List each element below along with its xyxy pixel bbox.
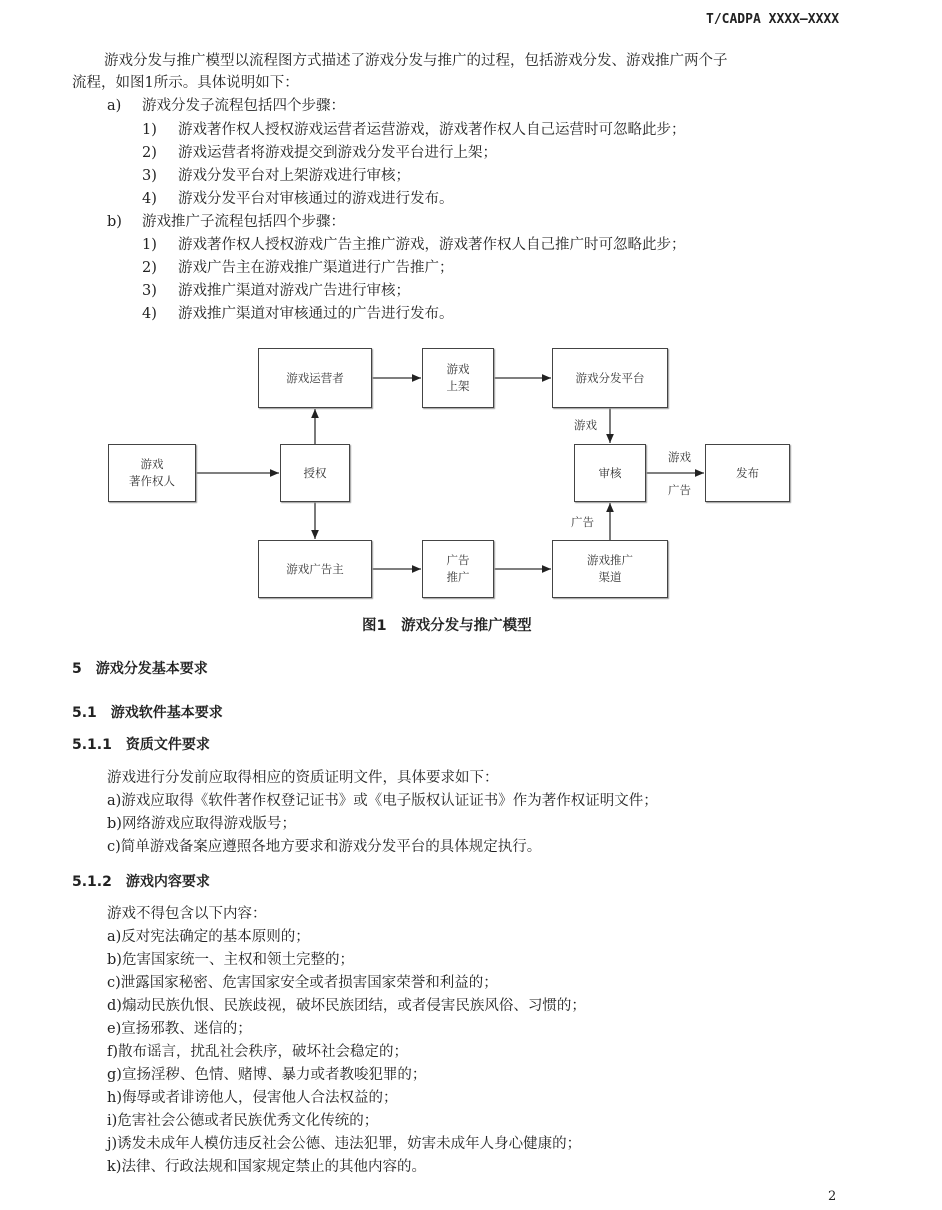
step-text: 游戏著作权人授权游戏运营者运营游戏，游戏著作权人自己运营时可忽略此步； (178, 122, 686, 138)
step-text: 游戏推广渠道对游戏广告进行审核； (178, 283, 410, 299)
node-label: 审核 (598, 465, 622, 480)
paragraph-line: j)诱发未成年人模仿违反社会公德、违法犯罪，妨害未成年人身心健康的； (107, 1136, 582, 1152)
paragraph-line: f)散布谣言，扰乱社会秩序，破坏社会稳定的； (107, 1044, 409, 1060)
paragraph-line: 游戏不得包含以下内容： (107, 906, 267, 922)
step-number: 1) (142, 122, 157, 138)
step-number: 4) (142, 191, 157, 207)
step-number: 2) (142, 260, 157, 276)
figure-caption: 图1 游戏分发与推广模型 (362, 618, 532, 634)
step-number: 3) (142, 283, 157, 299)
node-advertiser (258, 540, 372, 598)
step-text: 游戏著作权人授权游戏广告主推广游戏，游戏著作权人自己推广时可忽略此步； (178, 237, 686, 253)
page-number: 2 (828, 1189, 837, 1204)
edge-label: 游戏 (574, 418, 597, 432)
paragraph-line: e)宣扬邪教、迷信的； (107, 1021, 252, 1037)
doc-code: T/CADPA XXXX—XXXX (706, 12, 840, 27)
intro-line: 游戏分发与推广模型以流程图方式描述了游戏分发与推广的过程，包括游戏分发、游戏推广两个子 (104, 53, 728, 69)
node-review (574, 444, 646, 502)
node-operator (258, 348, 372, 408)
edge-label: 游戏 (668, 450, 691, 464)
step-number: 3) (142, 168, 157, 184)
node-label: 游戏运营者 (286, 370, 344, 385)
node-label: 游戏 (446, 362, 470, 376)
section-heading: 5.1 游戏软件基本要求 (72, 705, 223, 721)
node-label: 广告 (446, 553, 470, 567)
step-text: 游戏运营者将游戏提交到游戏分发平台进行上架； (178, 145, 497, 161)
paragraph-line: g)宣扬淫秽、色情、赌博、暴力或者教唆犯罪的； (107, 1067, 427, 1083)
node-authorize (280, 444, 350, 502)
node-label: 推广 (446, 570, 470, 584)
node-label: 授权 (303, 465, 327, 480)
step-text: 游戏推广渠道对审核通过的广告进行发布。 (178, 306, 454, 322)
section-heading: 5.1.2 游戏内容要求 (72, 874, 210, 890)
step-text: 游戏广告主在游戏推广渠道进行广告推广； (178, 260, 454, 276)
step-text: 游戏分发平台对审核通过的游戏进行发布。 (178, 191, 454, 207)
list-item: 游戏分发子流程包括四个步骤： (142, 98, 345, 114)
node-label: 上架 (446, 379, 470, 393)
node-label: 游戏 (140, 457, 164, 471)
list-item: 游戏推广子流程包括四个步骤： (142, 214, 345, 230)
paragraph-line: a)反对宪法确定的基本原则的； (107, 929, 310, 945)
step-number: 2) (142, 145, 157, 161)
step-number: 1) (142, 237, 157, 253)
edge-label: 广告 (571, 515, 594, 529)
section-heading: 5 游戏分发基本要求 (72, 661, 208, 677)
paragraph-line: d)煽动民族仇恨、民族歧视，破坏民族团结，或者侵害民族风俗、习惯的； (107, 998, 586, 1014)
edge-label: 广告 (668, 483, 691, 497)
list-label: b) (107, 214, 122, 230)
paragraph-line: k)法律、行政法规和国家规定禁止的其他内容的。 (107, 1159, 426, 1175)
node-label: 发布 (736, 465, 759, 480)
node-publish (705, 444, 790, 502)
node-label: 游戏分发平台 (575, 370, 645, 385)
paragraph-line: i)危害社会公德或者民族优秀文化传统的； (107, 1113, 379, 1129)
node-label: 游戏广告主 (286, 561, 344, 576)
node-platform (552, 348, 668, 408)
node-label: 渠道 (598, 570, 622, 584)
node-label: 游戏推广 (587, 553, 633, 567)
node-listing (422, 348, 494, 408)
section-heading: 5.1.1 资质文件要求 (72, 737, 210, 753)
paragraph-line: 游戏进行分发前应取得相应的资质证明文件，具体要求如下： (107, 770, 499, 786)
paragraph-line: a)游戏应取得《软件著作权登记证书》或《电子版权认证证书》作为著作权证明文件； (107, 793, 658, 809)
paragraph-line: b)网络游戏应取得游戏版号； (107, 816, 296, 832)
node-copyright-owner (108, 444, 196, 502)
paragraph-line: h)侮辱或者诽谤他人，侵害他人合法权益的； (107, 1090, 398, 1106)
paragraph-line: c)泄露国家秘密、危害国家安全或者损害国家荣誉和利益的； (107, 975, 498, 991)
node-label: 著作权人 (129, 474, 175, 488)
paragraph-line: c)简单游戏备案应遵照各地方要求和游戏分发平台的具体规定执行。 (107, 839, 542, 855)
intro-line: 流程，如图1所示。具体说明如下： (72, 75, 299, 91)
node-ad-promotion (422, 540, 494, 598)
paragraph-line: b)危害国家统一、主权和领土完整的； (107, 952, 354, 968)
node-channel (552, 540, 668, 598)
step-text: 游戏分发平台对上架游戏进行审核； (178, 168, 410, 184)
list-label: a) (107, 98, 122, 114)
step-number: 4) (142, 306, 157, 322)
